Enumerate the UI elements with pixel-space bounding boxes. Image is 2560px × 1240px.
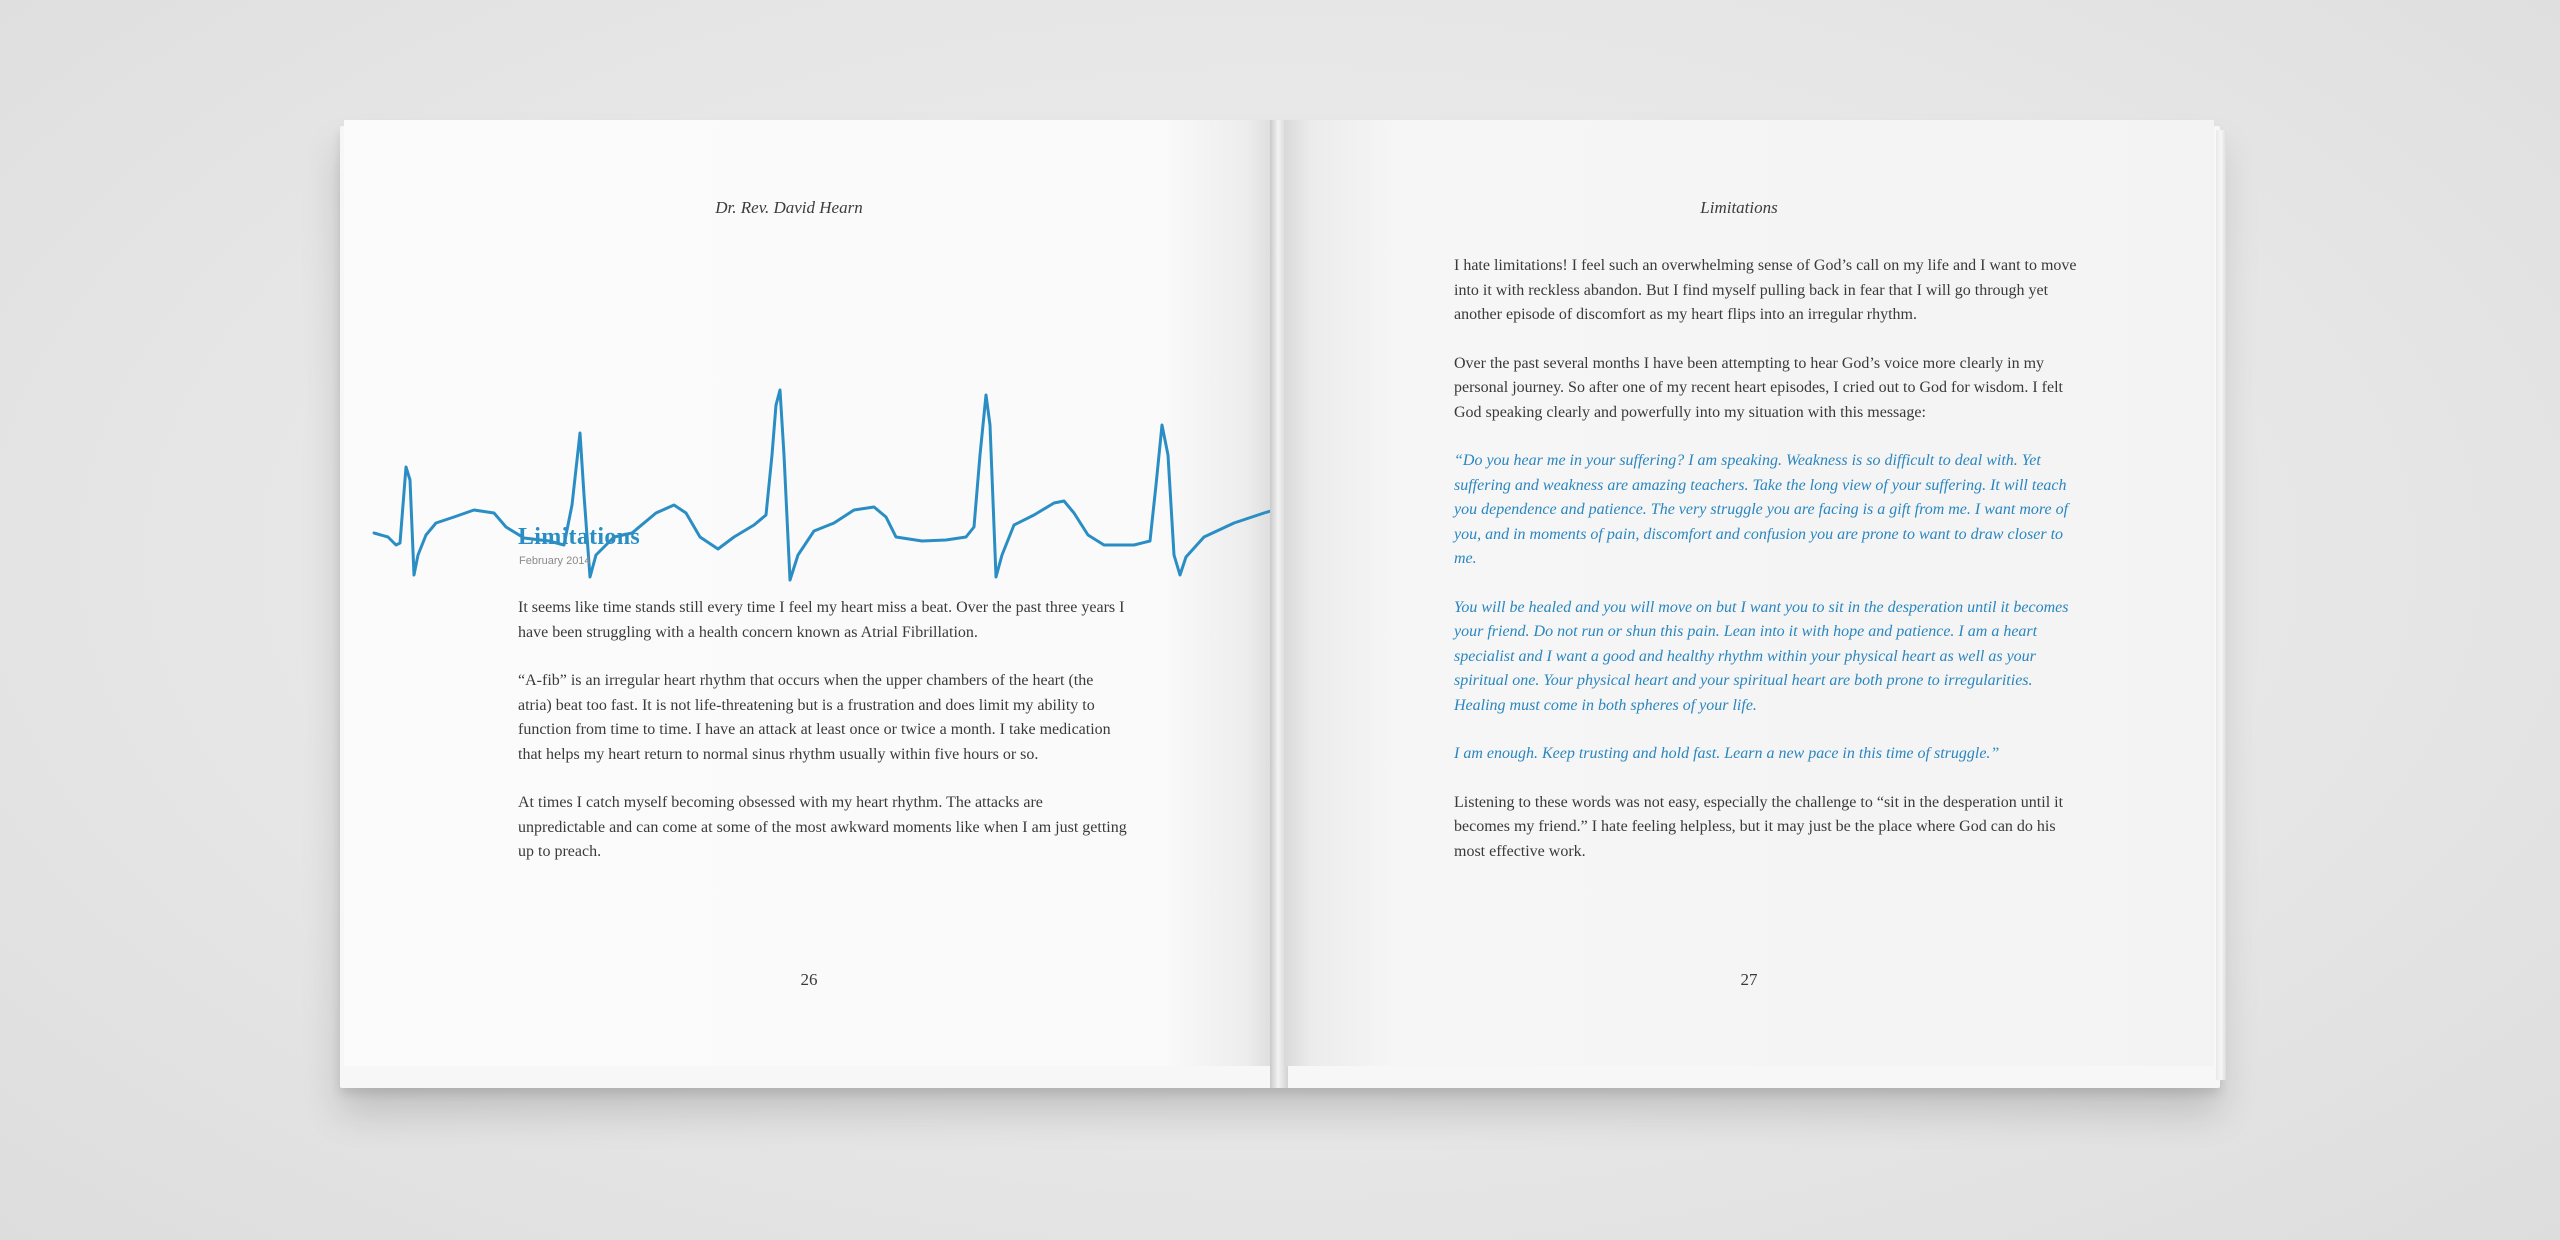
quote-paragraph: I am enough. Keep trusting and hold fast. Learn a new pace in this time of struggle.”	[1454, 745, 2000, 762]
page-number-left: 26	[800, 970, 818, 989]
left-body-text	[518, 596, 1128, 889]
open-book	[340, 120, 2230, 1090]
quote-paragraph: “Do you hear me in your suffering? I am speaking. Weakness is so difficult to deal with. Yet suffering and weakness are amazing teachers. Take the long view of your suffering. It will teach you dependence and patience. The very struggle you are facing is a gift from me. I want more of you, and in moments of pain, discomfort and confusion you are prone to want to draw closer to me.	[1454, 452, 2069, 567]
chapter-title: Limitations	[518, 524, 640, 550]
right-running-head: Limitations	[1700, 198, 1778, 217]
ecg-trace	[374, 390, 1284, 580]
left-page	[344, 120, 1274, 1066]
right-body-text	[1454, 254, 2084, 888]
page-edge-stack	[2216, 130, 2226, 1080]
quote-paragraph: You will be healed and you will move on but I want you to sit in the desperation until it becomes your friend. Do not run or shun this pain. Lean into it with hope and patience. I am a heart specialist and I want a good and healthy rhythm within your physical heart as well as your spiritual one. Your physical heart and your spiritual heart are both prone to irregularities. Healing must come in both spheres of your life.	[1454, 598, 2069, 714]
page-number-right: 27	[1740, 970, 1758, 989]
paragraph: Listening to these words was not easy, especially the challenge to “sit in the desperation until it becomes my friend.” I hate feeling helpless, but it may just be the place where God can do his most effective work.	[1454, 793, 2064, 860]
heartbeat-line-illustration	[374, 255, 1284, 635]
right-page	[1284, 120, 2214, 1066]
paragraph: Over the past several months I have been attempting to hear God’s voice more clearly in my personal journey. So after one of my recent heart episodes, I cried out to God for wisdom. I felt God speaking clearly and powerfully into my situation with this message:	[1454, 354, 2063, 421]
paragraph: It seems like time stands still every time I feel my heart miss a beat. Over the past three years I have been struggling with a health concern known as Atrial Fibrillation.	[518, 599, 1125, 641]
paragraph: “A-fib” is an irregular heart rhythm that occurs when the upper chambers of the heart (the atria) beat too fast. It is not life-threatening but is a frustration and does limit my ability to function from time to time. I have an attack at least once or twice a month. I take medication that helps my heart return to normal sinus rhythm usually within five hours or so.	[518, 672, 1111, 763]
paragraph: At times I catch myself becoming obsessed with my heart rhythm. The attacks are unpredictable and can come at some of the most awkward moments like when I am just getting up to preach.	[518, 794, 1127, 860]
left-running-head: Dr. Rev. David Hearn	[715, 198, 863, 217]
paragraph: I hate limitations! I feel such an overwhelming sense of God’s call on my life and I want to move into it with reckless abandon. But I find myself pulling back in fear that I will go through yet another episode of discomfort as my heart flips into an irregular rhythm.	[1454, 257, 2077, 323]
chapter-date: February 2014	[519, 555, 591, 567]
